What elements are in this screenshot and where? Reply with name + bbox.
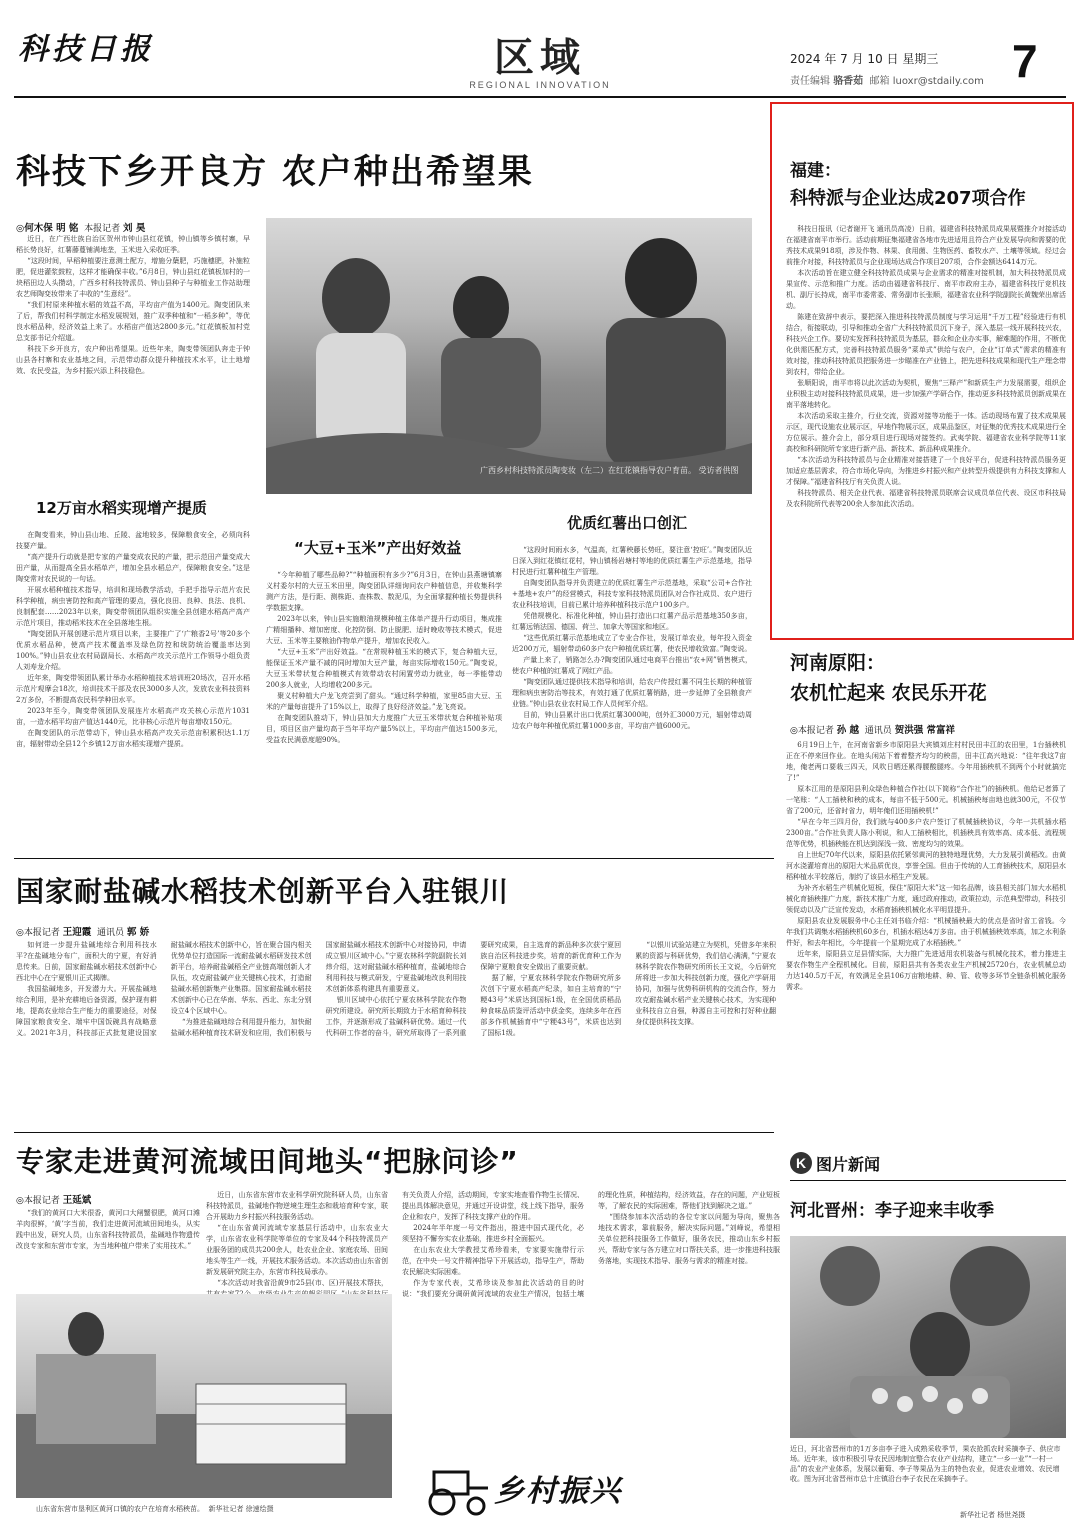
yellowriver-body: 近日，山东省东营市农业科学研究院科研人员，山东省科技特派员，盐碱地作物逆境生理生态和栽培育种专家，联合开展助力乡村振兴科技服务活动。 “在山东省黄河流域专家基层行活动中，山东农业大学，山东省农业科学院等单位的专家及44个科技特派员产业服务团的成员共200余人，赴农业企业、家庭农场、田间地头等生产一线，开展技术服务活动。本次活动由山东省创新发展研究院主办，东营市科技局承办。 “本次活动对我省沿黄9市25县(市、区)开展技术帮扶， 有关负责人介绍，活动期间，专家实地查看作物生长情况、提出具体解决意见，并通过开设讲堂，线上线下指导，服务企业和农户，发挥了科技支撑产业的作用。 2024年半年度一号文件指出，推进中国式现代化，必须坚持不懈夯实农业基础，推进乡村全面振兴。 在山东农业大学教授艾希珍看来，专家要实施带行示范，在中央一号文件精神指导下开展活动，指导生产，帮助农民解决实际困难。 作为专家代表，艾希珍谈及参加此次活动的目的时说：“我们要充分调研黄河流域的农业生产情况，包括土壤的理化性质，种植结构，经济效益，存在的问题，产业短板等，了解农民的实际困难，帮他们找到解决之道。” “围绕参加本次活动的各位专家以问题为导向，聚焦各地技术需求，靠前服务，解决实际问题。”刘峰说，希望相关单位把科技服务工作做好，服务农民，推动山东乡村振兴，帮助专家与各方建立对口帮扶关系，进一步推进科技服务落地，实现技术指导、服务与需求的精准对接。 <box>206 1191 780 1298</box>
lead-subhead-1: 12万亩水稻实现增产提质 <box>36 499 207 517</box>
henan-byline: ◎本报记者 孙 越 通讯员 贺洪强 常富祥 <box>790 725 955 736</box>
lead-col-1: 在陶变看来，钟山县山地、丘陵、盆地较多，保障粮食安全，必须向科技要产量。 “高产提升行动就是把专家的产量变成农民的产量，把示范田产量变成大田产量，从而提高全县水稻单产，增加全县水稻总产，保障粮食安全。”这是陶变常对农民说的一句话。 开展水稻种植技术指导，培训和现场教学活动，手把手指导示范片农民科学种植，病虫害防控和高产管理的要点，强化良田、良种、良法、良机、良制配套……2023年以来，陶变带领团队组织实施全县创建水稻高产高产示范片项目，推动稻米技术在全县落地生根。 “陶变团队开展创建示范片项目以来，主要推广了‘广粮香2号’等20多个优质水稻品种，使高产技术覆盖率及绿色防控和统防统治覆盖率达到100%。”钟山县农业农村局副局长、水稻高产攻关示范片工作领导小组负责人刘寿龙介绍。 近年来，陶变带领团队累计举办水稻种植技术培训班20场次，召开水稻示范片观摩会18次，培训技术干部及农民3000多人次，发放农业科技资料2万多份，不断提高农民科学种田水平。 2023年至今，陶变带领团队发展连片水稻高产攻关核心示范片1031亩，一造水稻平均亩产值达1440元，比非核心示范片每亩增收150元。 在陶变团队的示范带动下，钟山县水稻高产攻关示范亩积累积达1.1万亩，辐射带动全县12个乡镇12万亩水稻实现增产提质。 <box>16 531 250 748</box>
lead-photo-caption: 广西乡村科技特派员陶变妆（左二）在红花镇指导农户育苗。 受访者供图 <box>480 466 739 475</box>
henan-headline: 农机忙起来 农民乐开花 <box>790 682 987 704</box>
ningxia-body: 如何进一步提升盐碱地综合利用科技水平?在盐碱地分布广，面积大的宁夏，有好消息传来。日前，国家耐盐碱水稻技术创新中心西北中心在宁夏银川正式揭牌。 我国盐碱地多，开发潜力大。开展盐碱地综合利用，是补充耕地后备资源，保护现有耕地，提高农业综合生产能力的重要途径，对保障国家粮食安全、端牢中国饭碗具有战略意义。2021年3月，科技部正式批复建设国家耐盐碱水稻技术创新中心，旨在聚合国内相关优势单位打造国际一流耐盐碱水稻研发技术创新平台，培养耐盐碱稻全产业链高端创新人才队伍，攻克耐盐碱产业关键核心技术，打造耐盐碱水稻创新集产业集群。国家耐盐碱水稻技术创新中心已在华南、华东、西北、东北分别设立4个区域中心。 “为推进盐碱地综合利用提升能力，加快耐盐碱水稻种植育技术研发和应用，我们积极与国家耐盐碱水稻技术创新中心对接协同，申请成立银川区域中心。”宁夏农林科学院副院长刘炜介绍，这对耐盐碱水稻种植育，盐碱地综合利用科技与模式研发，宁夏盐碱地改良利用技术创新体系构建具有重要意义。 银川区域中心依托宁夏农林科学院农作物研究所建设。研究所长期致力于水稻育种科技工作，并逐渐形成了盐碱科研优势。通过一代代科研工作者的奋斗，研究所取得了一系列重要研究成果，自主选育的新品种多次获宁夏回族自治区科技进步奖，培育的新优育种工作为保障宁夏粮食安全做出了重要贡献。 据了解，宁夏农林科学院农作物研究所多次创下宁夏水稻高产纪录，如自主培育的“宁粳43号”米质达到国标1级，在全国优质稻品种食味品质鉴评活动中获金奖，连续多年在西部多作机械插育中“宁粳43号”，米质也达到了国标1级。 “以银川试验站建立为契机，凭借多年来积累的资源与科研优势，我们信心满满，”宁夏农林科学院农作物研究所所长王文说，今后研究所将进一步加大科技创新力度，强化产学研用协同，加强与优势科研机构的交流合作，努力攻克耐盐碱水稻产业关键核心技术，为实现种业科技自立自强，种源自主可控和打好种业翻身仗提供科技支撑。 <box>16 941 776 1037</box>
henan-body: 6月19日上午，在河南省新乡市原阳县大宾镇刘庄村村民田丰江的农田里，1台插秧机正在不停来回作业。在地头闲站下着着整齐均匀的秧苗，田丰江高兴地说：“往年我这7亩地，俺老两口要栽三四天，风吹日晒还累得腰酸腿疼。今年用插秧机不到两个小时就搞完了!” 原本江用的是原阳县利众绿色种植合作社(以下简称“合作社”)的插秧机。他给记者算了一笔账：“人工插秧和秧的成本，每亩不低于500元。机械插秧每亩地也就300元，不仅节省了200元，还省时省力，明年俺们还用插秧机!” “早在今年三四月份，我们就与400多户农户签订了机械插秧协议，今年一共机插水稻2300亩。”合作社负责人陈小利说，和人工插秧相比，机插秧具有效率高、成本低、流程规范等优势，机插秧能在机达到深浅一致、密度均匀的效果。 自上世纪70年代以来，原阳县依托紧邻黄河的独特地理优势，大力发展引黄稻改。由黄河水浇灌培育出的原阳大米品质优良，享誉全国。但由于传统的人工育插秧技术，原阳县水稻种植水平较落后，制约了该县水稻生产发展。 为补齐水稻生产机械化短板，保住“原阳大米”这一知名品牌，该县相关部门加大水稻机械化育插秧推广力度，新技术推广力度，通过政府推动，政策拉动，示范典型带动，科技引领促动以及广泛宣传发动，水稻育插秧机械化水平明显提升。 原阳县农业发展服务中心主任刘书临介绍：“机械插秧最大的优点是省时省工省钱。今年我们共调集水稻插秧机60多台，机插水稻达4万多亩。由于机械插秧效率高，加之水利条件好，和去年相比，今年提前一个星期完成了水稻插秧。” 近年来，原阳县立足县情实际，大力推广先进适用农机装备与机械化技术，着力推进主要农作物生产全程机械化。目前，原阳县共有各类农业生产机械25720台，农业机械总动力达140.5万千瓦，有效满足全县106万亩粮地耕、种、管、收等多环节全链条机械化服务需求。 <box>786 741 1066 991</box>
yellowriver-caption: 山东省东营市垦利区黄河口镇的农户在培育水稻秧苗。 新华社记者 徐速绘摄 <box>36 1505 274 1513</box>
lead-col-1-cont <box>266 496 502 520</box>
ningxia-headline: 国家耐盐碱水稻技术创新平台入驻银川 <box>16 875 510 908</box>
lead-subhead-2: “大豆+玉米”产出好效益 <box>294 539 462 557</box>
lead-col-2: “今年种植了哪些品种?”“种植面积有多少?”6月3日，在钟山县燕塘镇寨义村委尔村的大豆玉米田里，陶变团队详细询问农户种植信息，并收集科学测产方法，是行距、测株距、查株数、数泥瓜，为全面掌握种植长势提供科学数据支撑。 2023年以来，钟山县实施粮油规模种植主体单产提升行动项目，集成推广精细播种、增加密度、化控防倒、防止脱肥、适时晚收等技术模式，促进大豆、玉米等主要粮油作物单产提升，增加农民收入。 “大豆+玉米”产出好效益。“在常规种植玉米的模式下，复合种植大豆，能保证玉米产量不减的同时增加大豆产量，每亩实际增收150元。”陶变说，大豆玉米带状复合种植模式有效带动农村闲置劳动力就业，每一季能带动200多人就业，人均增收200多元。 聚义村种植大户龙飞亮尝到了甜头。“通过科学种植，家里85亩大豆、玉米的产量每亩提升了15%以上，取得了良好经济效益。”龙飞亮说。 在陶变团队推动下，钟山县加大力度推广大豆玉米带状复合种植补贴项目，项目区亩产量均高于当年平均产量5%以上，平均亩产值达1500多元，受益农民满意度超90%。 <box>266 571 502 744</box>
editor-line: 责任编辑 骆香茹 邮箱 luoxr@stdaily.com <box>790 76 984 87</box>
fujian-headline: 科特派与企业达成207项合作 <box>790 188 1026 209</box>
photo-news-headline: 河北晋州：李子迎来丰收季 <box>790 1201 994 1221</box>
section-subtitle: REGIONAL INNOVATION <box>469 80 611 90</box>
section-divider <box>14 858 774 859</box>
photo-news-k-icon: K <box>790 1152 812 1174</box>
henan-region: 河南原阳： <box>790 652 886 674</box>
banner-label: 乡村振兴 <box>494 1474 622 1509</box>
photo-news-image <box>790 1236 1066 1438</box>
lead-col-3: “这段时间雨水多，气温高，红薯秧藤长势旺，要注意‘控旺’。”陶变团队近日深入到红花镇红花村，钟山镇杨岩塘村等地的优质红薯生产示范基地，指导村民进行红薯种植生产管理。 自陶变团队指导并负责建立的优质红薯生产示范基地，采取“公司+合作社+基地+农户”的经营模式，科技专家科技特派员团队对合作社成员、农户进行农业科技培训，目前已累计培养种植科技示范户100多户。 凭借规模化、标准化种植，钟山县打造出口红薯产品示范基地350多亩，红薯远销法国、德国、荷兰、加拿大等国家和地区。 “这些优质红薯示范基地成立了专业合作社，发展订单农业，每年投入资金近200万元，辐射带动60多户农户种植优质红薯，使农民增收致富。”陶变说。 产量上来了，销路怎么办?陶变团队通过电商平台推出“农+网”销售模式，使农户种植的红薯成了网红产品。 “陶变团队通过提供技术指导和培训，给农户传授红薯不同生长期的种植管理和病虫害防治等技术，有效打通了优质红薯销路，进一步延伸了全县粮食产业链。”钟山县农业农村局工作人员何军介绍。 目前，钟山县累计出口优质红薯3000吨，创外汇3000万元，辐射带动周边农户每年种植优质红薯1000多亩，平均亩产值6000元。 <box>512 546 752 730</box>
photo-news-credit: 新华社记者 杨世尧摄 <box>960 1511 1026 1519</box>
photo-news-rule <box>790 1180 1066 1181</box>
photo-news-label: 图片新闻 <box>816 1155 881 1174</box>
ningxia-byline: ◎本报记者 王迎霞 通讯员 郭 娇 <box>16 927 150 938</box>
lead-byline: ◎何木保 明 铭 本报记者 刘 昊 <box>16 223 146 234</box>
section-title: 区域 <box>494 35 586 81</box>
lead-photo <box>266 218 752 494</box>
lead-headline: 科技下乡开良方 农户种出希望果 <box>16 152 534 192</box>
issue-date: 2024 年 7 月 10 日 星期三 <box>790 52 939 66</box>
page-number: 7 <box>1012 35 1038 87</box>
yellowriver-intro: “我们的黄河口大米很香，黄河口大闸蟹很肥，黄河口滩羊肉很鲜，‘黄’字当前，我们走进黄河流域田间地头，从实践中出发，研究人员，山东省科技特派员，盐碱地作物遗传改良专家和东营市专家，为当地种植户带来了实用技术。” <box>16 1209 200 1250</box>
fujian-region: 福建： <box>790 161 841 181</box>
section-divider-2 <box>14 1132 774 1133</box>
fujian-body: 科技日报讯（记者谢开飞 通讯员高凌）日前，福建省科技特派员成果展暨推介对接活动在福建省南平市举行。活动前期征集福建省各地市先进适用且符合产业发展导向和需要的优秀技术成果918项，涉及作物、林果、食用菌、生物医药、畜牧水产、土壤等领域。经过会前推介对接，科技特派员与企业现场达成合作项目207项，合作金额达6414万元。 本次活动旨在建立健全科技特派员成果与企业需求的精准对接机制，加大科技特派员成果宣传、示范和推广力度。活动由福建省科技厅、南平市政府主办，福建省科技厅竞机技机、副厅长持成，南平市委常委、常务副市长张顺，福建省农业科学院副院长黄魏荣出席活动。 陈建在致辞中表示，要把深入推进科技特派员制度与学习运用“千万工程”经验进行有机结合，衔接联动，引导和推动全省广大科技特派员沉下身子，深入基层一线开展科技兴农，科技兴企工作。要切实发挥科技特派员为基层，群众和企业办实事，解难题的作用，不断优化供需匹配方式，完善科技特派员服务“菜单式”供给与农户，企业“订单式”需求的精准有效对接，推动科技特派员把服务进一步瞄准在产业链上，把先进科技成果和现代生产理念带到农村，带给企业。 张顺阳说，南平市将以此次活动为契机，聚焦“三释产”和新质生产力发展需要，组织企业积极主动对接科技特派员成果，进一步加强产学研合作，推动更多科技特派员创新成果在南平落地转化。 本次活动采取主推介，行业交流，资源对接等功能于一体。活动现场布置了技术成果展示区，现代设施农业展示区，早地作物展示区，成果品鉴区，对征集的优秀技术成果进行全方位展示。推介会上，部分项目进行现场对接签约。武夷学院、福建省农业科学院等11家高校和科研院所专家进行新产品、新技术、新品种成果推介。 “本次活动为科技特派员与企业精准对接搭建了一个良好平台，促进科技特派员服务更加适应基层需求，符合市场化导向，为推进乡村振兴和产业转型升级提供有力科技支撑和人才保障。”福建省科技厅有关负责人说。 科技特派员、相关企业代表、福建省科技特派员联席会议成员单位代表、设区市科技局及农科院所代表等200余人参加此次活动。 <box>786 225 1066 508</box>
rural-revitalization-banner <box>424 1454 654 1520</box>
lead-subhead-3: 优质红薯出口创汇 <box>567 514 688 532</box>
tractor-icon <box>424 1458 494 1518</box>
yellowriver-photo <box>16 1294 392 1498</box>
paper-masthead: 科技日报 <box>18 32 154 67</box>
yellowriver-headline: 专家走进黄河流域田间地头“把脉问诊” <box>16 1145 519 1178</box>
photo-news-caption: 近日，河北省晋州市的1万多亩李子进入成熟采收季节，果农抢抓农时采摘李子、供应市场。近年来，该市积极引导农民因地制宜整合农业产业结构，建立“一乡一业”“一村一品”的农业产业体系，发展以葡萄、李子等果品为主的特色农业，促进农业增效、农民增收。图为河北省晋州市总十庄镇沿台李子农民在采摘李子。 <box>790 1445 1061 1483</box>
lead-intro: 近日，在广西壮族自治区贺州市钟山县红花镇，钟山镇等乡镇村寨，早稻长势良好，红薯藤蔓铺满地垄，玉米进入采收旺季。 “这段时间，早稻种植要注意测土配方，增施分蘖肥，巧施穗肥，补施粒肥，促进灌浆鼓粒，这样才能确保丰收。”6月8日，钟山县红花镇板加村的一块稻田边人头攒动，广西乡村科技特派员、钟山县种子与种植业工作站助理农艺师陶变妆带来了丰收的“生意经”。 “我们村原来种植水稻的效益不高，平均亩产值为1400元。陶变团队来了后，帮我们村科学制定水稻发展规划，推广双季种植和“一稻多种”，等优良水稻品种，经济效益上来了。水稻亩产值达2800多元。”红花镇板加村党总支部书记介绍道。 科技下乡开良方，农户种出希望果。近些年来，陶变带领团队奔走于钟山县各村寨和农业基地之间，示范带动群众提升种植技术水平，让土地增效、农民受益，为乡村振兴添上科技稳色。 <box>16 235 250 375</box>
yellowriver-byline: ◎本报记者 王延斌 <box>16 1195 92 1206</box>
masthead-rule <box>14 96 1066 98</box>
